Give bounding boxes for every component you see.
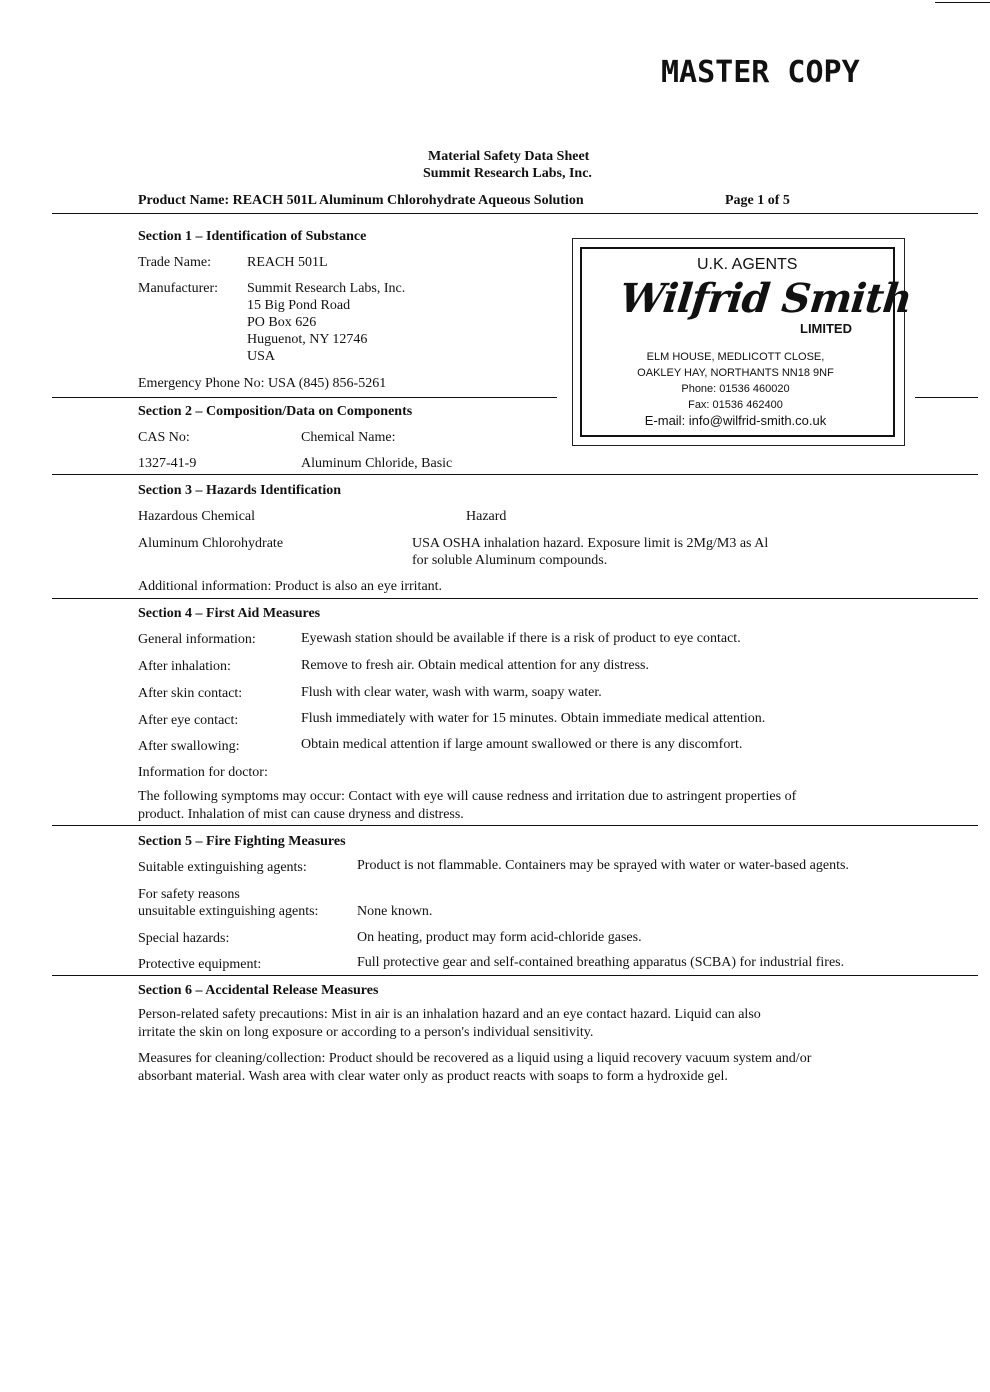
first-aid-value-swallowing: Obtain medical attention if large amount swallowed or there is any discomfort.	[301, 737, 743, 752]
company-name: Summit Research Labs, Inc.	[423, 166, 592, 181]
header-rule	[52, 213, 978, 214]
safety-precautions-line-2: irritate the skin on long exposure or according to a person's individual sensitivity.	[138, 1025, 594, 1040]
corner-mark	[935, 2, 990, 3]
trade-name-value: REACH 501L	[247, 255, 328, 270]
document-title: Material Safety Data Sheet	[428, 149, 590, 164]
agent-title: U.K. AGENTS	[697, 256, 798, 273]
unsuitable-agents-label-1: For safety reasons	[138, 887, 240, 902]
protective-equipment-value: Full protective gear and self-contained breathing apparatus (SCBA) for industrial fires.	[357, 955, 845, 970]
manufacturer-line-3: PO Box 626	[247, 315, 317, 330]
section3-rule	[52, 598, 978, 599]
first-aid-value-eye: Flush immediately with water for 15 minutes. Obtain immediate medical attention.	[301, 711, 766, 726]
agent-fax: Fax: 01536 462400	[688, 399, 783, 411]
agent-address-1: ELM HOUSE, MEDLICOTT CLOSE,	[646, 351, 825, 363]
page-number: Page 1 of 5	[725, 193, 790, 208]
hazard-header: Hazard	[466, 509, 507, 524]
section4-title: Section 4 – First Aid Measures	[138, 606, 321, 621]
special-hazards-value: On heating, product may form acid-chloride gases.	[357, 930, 642, 945]
first-aid-value-general: Eyewash station should be available if there is a risk of product to eye contact.	[301, 631, 741, 646]
chemical-name-value: Aluminum Chloride, Basic	[301, 456, 453, 471]
master-copy-stamp: MASTER COPY	[661, 55, 860, 90]
chemical-name-label: Chemical Name:	[301, 430, 396, 445]
suitable-agents-value: Product is not flammable. Containers may be sprayed with water or water-based agents.	[357, 858, 849, 873]
suitable-agents-label: Suitable extinguishing agents:	[138, 860, 307, 875]
agent-limited: LIMITED	[800, 321, 852, 336]
section5-rule	[52, 975, 978, 976]
first-aid-value-inhalation: Remove to fresh air. Obtain medical attention for any distress.	[301, 658, 649, 673]
agent-phone: Phone: 01536 460020	[681, 383, 790, 395]
safety-precautions-line-1: Person-related safety precautions: Mist in air is an inhalation hazard and an eye contact hazard. Liquid can also	[138, 1007, 761, 1022]
emergency-phone: Emergency Phone No: USA (845) 856-5261	[138, 376, 387, 391]
first-aid-label-inhalation: After inhalation:	[138, 659, 231, 674]
first-aid-label-general: General information:	[138, 632, 256, 647]
manufacturer-line-2: 15 Big Pond Road	[247, 298, 351, 313]
special-hazards-label: Special hazards:	[138, 931, 230, 946]
additional-information: Additional information: Product is also an eye irritant.	[138, 579, 443, 594]
section2-title: Section 2 – Composition/Data on Components	[138, 404, 413, 419]
first-aid-label-swallowing: After swallowing:	[138, 739, 240, 754]
section1-rule-right	[915, 397, 978, 398]
section5-title: Section 5 – Fire Fighting Measures	[138, 834, 346, 849]
manufacturer-line-4: Huguenot, NY 12746	[247, 332, 368, 347]
agent-email: E-mail: info@wilfrid-smith.co.uk	[644, 413, 827, 428]
hazard-description-2: for soluble Aluminum compounds.	[412, 553, 608, 568]
cleaning-measures-line-1: Measures for cleaning/collection: Product should be recovered as a liquid using a liquid recovery vacuum system and/or	[138, 1051, 812, 1066]
hazard-description-1: USA OSHA inhalation hazard. Exposure limit is 2Mg/M3 as Al	[412, 536, 769, 551]
hazard-chemical: Aluminum Chlorohydrate	[138, 536, 284, 551]
first-aid-label-eye: After eye contact:	[138, 713, 239, 728]
unsuitable-agents-label-2: unsuitable extinguishing agents:	[138, 904, 319, 919]
section6-title: Section 6 – Accidental Release Measures	[138, 983, 379, 998]
section4-rule	[52, 825, 978, 826]
section1-rule	[52, 397, 557, 398]
manufacturer-line-1: Summit Research Labs, Inc.	[247, 281, 406, 296]
section1-title: Section 1 – Identification of Substance	[138, 229, 367, 244]
first-aid-value-skin: Flush with clear water, wash with warm, soapy water.	[301, 685, 602, 700]
cleaning-measures-line-2: absorbant material. Wash area with clear water only as product reacts with soaps to form a hydroxide gel.	[138, 1069, 728, 1084]
first-aid-label-skin: After skin contact:	[138, 686, 243, 701]
doctor-label: Information for doctor:	[138, 765, 268, 780]
cas-label: CAS No:	[138, 430, 190, 445]
section2-rule	[52, 474, 978, 475]
manufacturer-line-5: USA	[247, 349, 276, 364]
cas-value: 1327-41-9	[138, 456, 197, 471]
doctor-text-2: product. Inhalation of mist can cause dryness and distress.	[138, 807, 464, 822]
hazardous-chemical-header: Hazardous Chemical	[138, 509, 256, 524]
product-name-line: Product Name: REACH 501L Aluminum Chlorohydrate Aqueous Solution	[138, 193, 584, 208]
trade-name-label: Trade Name:	[138, 255, 211, 270]
wilfrid-smith-logo: Wilfrid Smith	[617, 275, 914, 322]
section3-title: Section 3 – Hazards Identification	[138, 483, 341, 498]
unsuitable-agents-value: None known.	[357, 904, 433, 919]
protective-equipment-label: Protective equipment:	[138, 957, 262, 972]
doctor-text-1: The following symptoms may occur: Contact with eye will cause redness and irritation due to astringent properties of	[138, 789, 797, 804]
agent-address-2: OAKLEY HAY, NORTHANTS NN18 9NF	[637, 367, 834, 379]
manufacturer-label: Manufacturer:	[138, 281, 219, 296]
